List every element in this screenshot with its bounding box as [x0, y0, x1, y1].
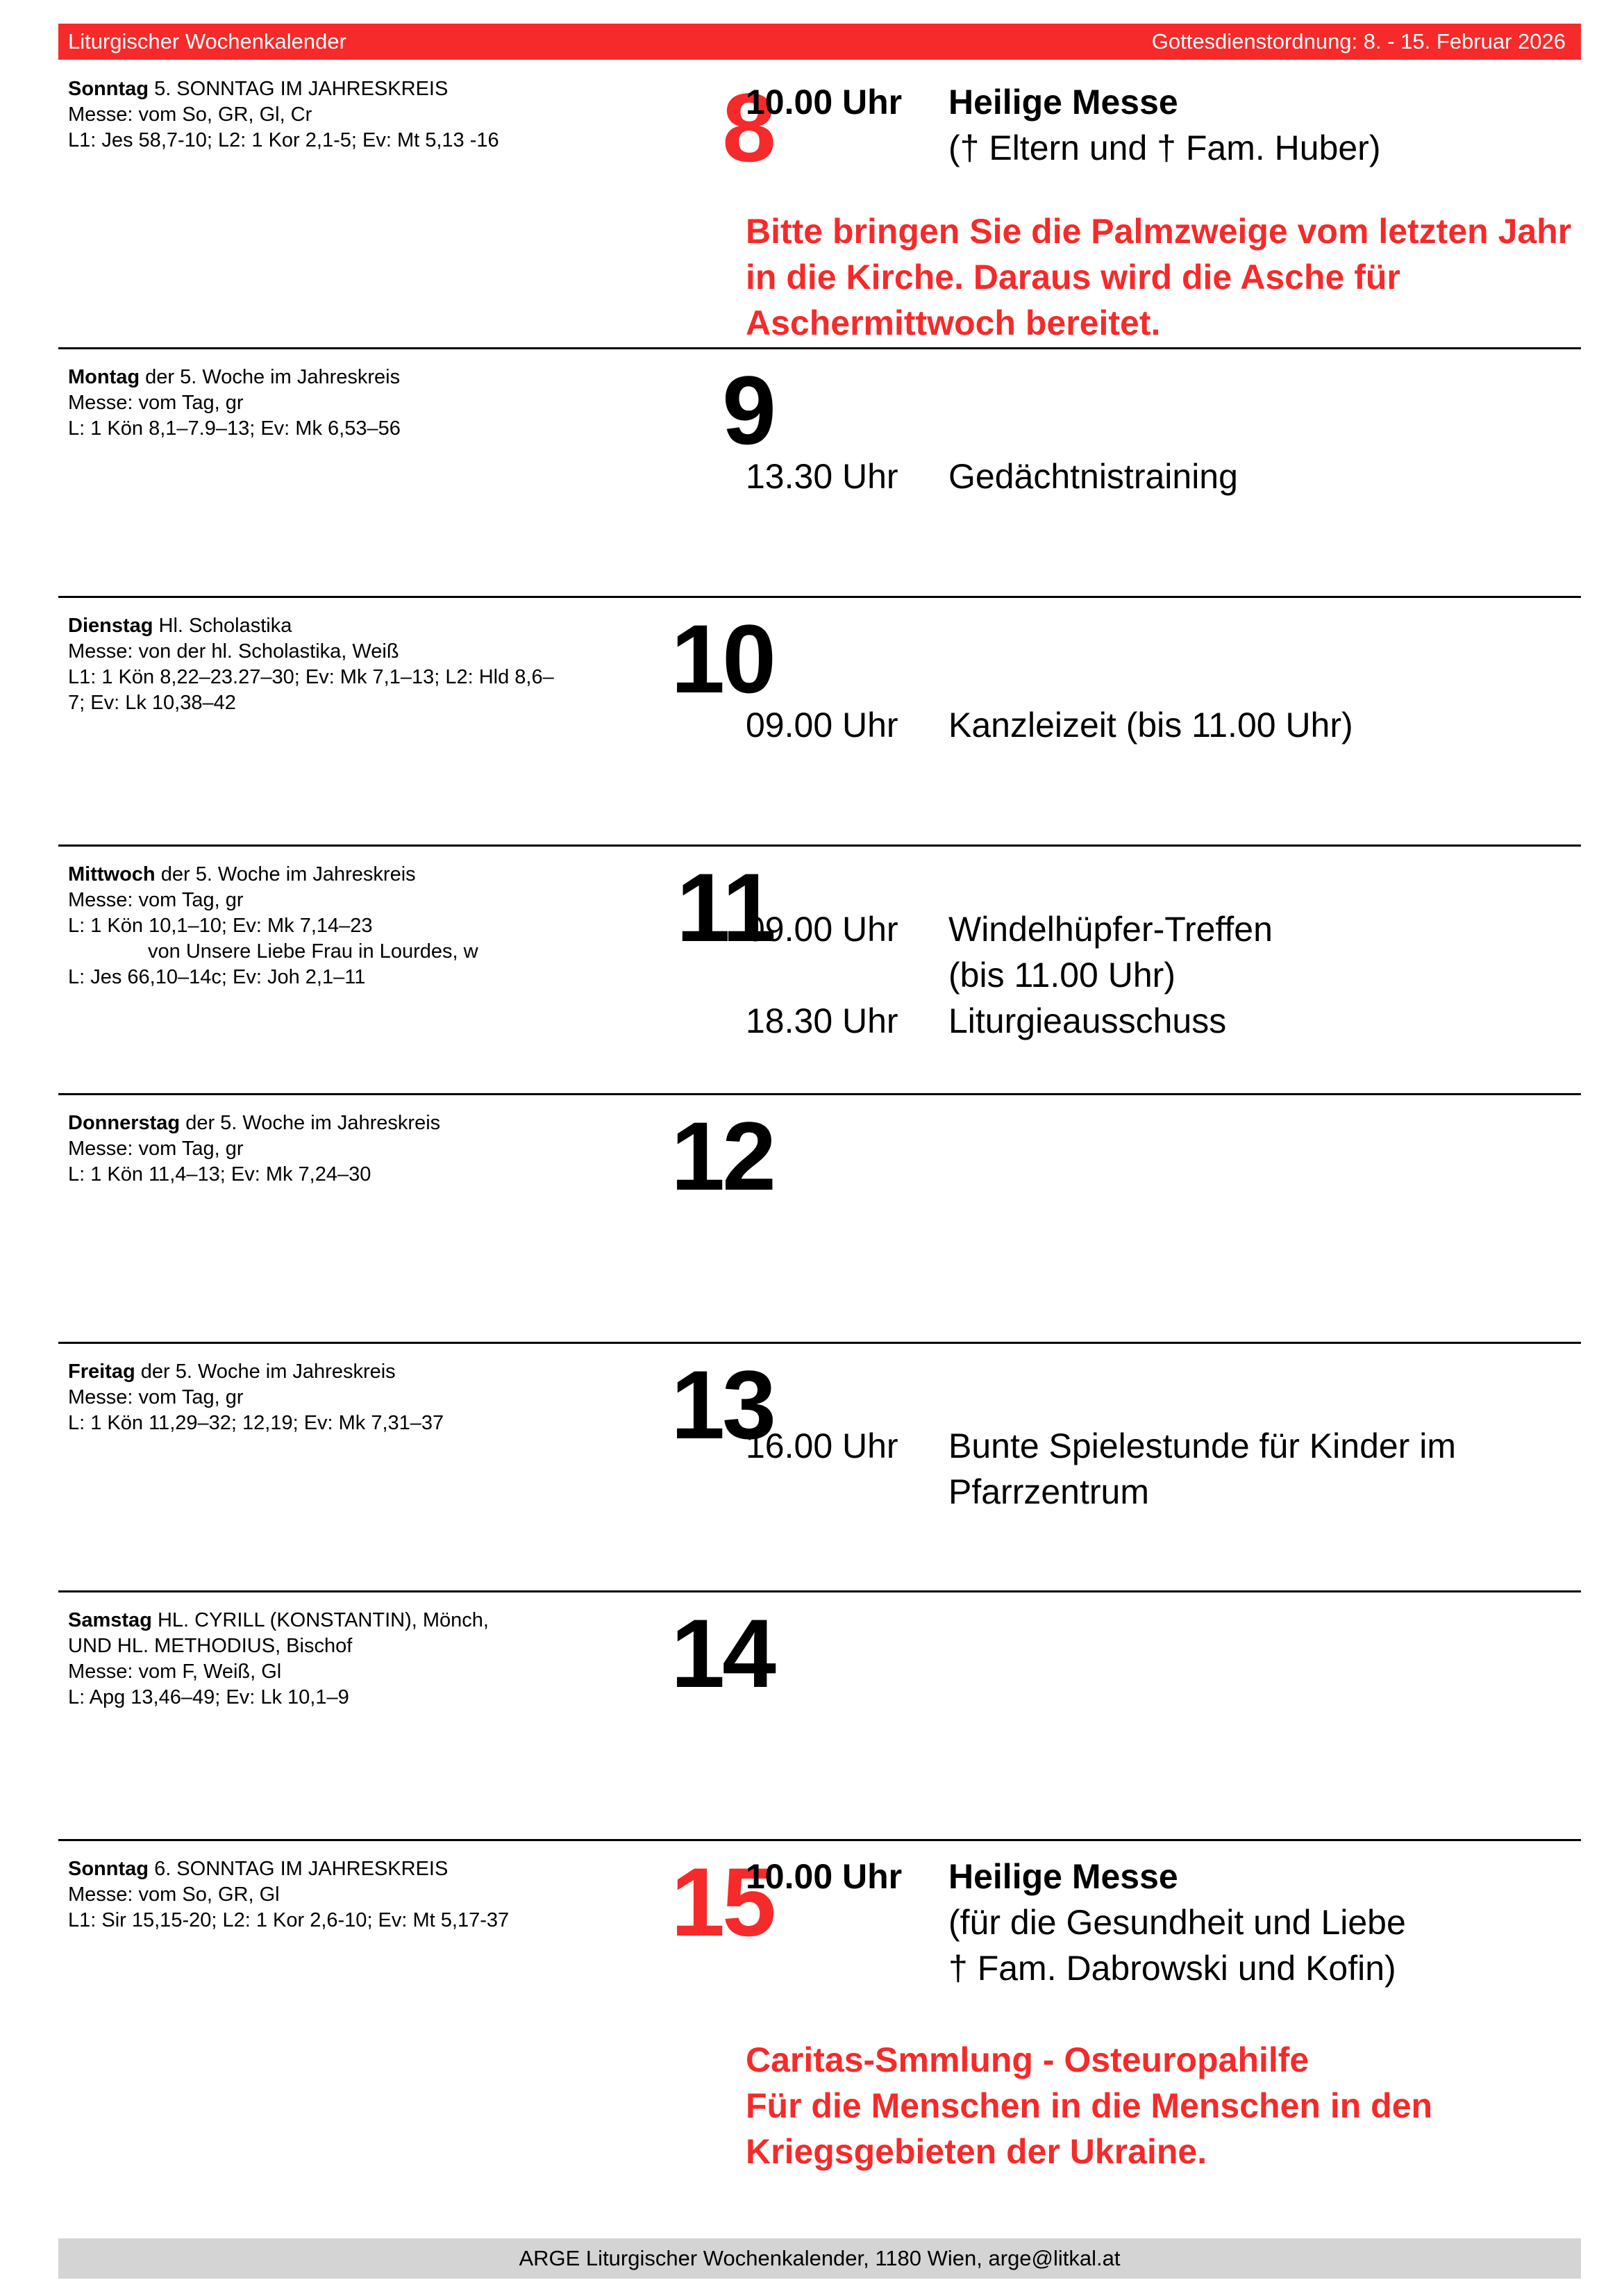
day-row-8 [58, 69, 1581, 342]
mass-line: Messe: vom Tag, gr [68, 1138, 244, 1160]
event-intention-continued: † Fam. Dabrowski und Kofin) [948, 1949, 1396, 1988]
event-title: Gedächtnistraining [948, 457, 1238, 496]
event-title: Bunte Spielestunde für Kinder im Pfarrzentrum [948, 1426, 1456, 1511]
mass-line: Messe: vom Tag, gr [68, 1386, 244, 1408]
weekday: Dienstag [68, 615, 153, 637]
notice-palm-branches: Bitte bringen Sie die Palmzweige vom letzten Jahr in die Kirche. Daraus wird die Asche für Aschermittwoch bereitet. [746, 212, 1572, 342]
weekday: Mittwoch [68, 863, 156, 885]
weekday: Freitag [68, 1361, 135, 1383]
mass-line: Messe: vom Tag, gr [68, 889, 244, 911]
event-intention: (für die Gesundheit und Liebe [948, 1903, 1406, 1942]
footer-text: ARGE Liturgischer Wochenkalender, 1180 Wien, arge@litkal.at [519, 2246, 1121, 2270]
header-date-range: Gottesdienstordnung: 8. - 15. Februar 2026 [1151, 29, 1566, 53]
day-number: 11 [676, 853, 773, 962]
readings-line: L: 1 Kön 11,4–13; Ev: Mk 7,24–30 [68, 1163, 371, 1186]
mass-line: Messe: vom Tag, gr [68, 392, 244, 414]
notice-text: Für die Menschen in die Menschen in den Kriegsgebieten der Ukraine. [746, 2086, 1433, 2171]
weekday: Sonntag [68, 78, 149, 100]
liturgy-info [68, 76, 568, 153]
liturgy-title: der 5. Woche im Jahreskreis [160, 863, 416, 885]
event-time: 09.00 Uhr [746, 910, 898, 949]
readings-line: L1: Sir 15,15-20; L2: 1 Kor 2,6-10; Ev: Mt 5,17-37 [68, 1909, 510, 1931]
event-title: Windelhüpfer-Treffen [948, 910, 1273, 949]
readings-line: L: Apg 13,46–49; Ev: Lk 10,1–9 [68, 1686, 349, 1708]
mass-line: Messe: vom So, GR, Gl [68, 1883, 280, 1906]
notice-caritas-collection [746, 2037, 1579, 2174]
day-row-10 [58, 596, 1581, 845]
weekday: Samstag [68, 1609, 152, 1631]
liturgy-title: 5. SONNTAG IM JAHRESKREIS [154, 78, 449, 100]
page-header [58, 24, 1581, 60]
liturgy-title: HL. CYRILL (KONSTANTIN), Mönch, [157, 1609, 489, 1631]
day-number: 10 [671, 604, 773, 713]
mass-line: Messe: von der hl. Scholastika, Weiß [68, 640, 399, 663]
liturgy-title: der 5. Woche im Jahreskreis [185, 1112, 441, 1134]
liturgy-title-continued: UND HL. METHODIUS, Bischof [68, 1635, 353, 1657]
day-number: 15 [671, 1847, 773, 1956]
liturgy-info [68, 1110, 568, 1188]
day-row-13 [58, 1342, 1581, 1591]
memorial-line: von Unsere Liebe Frau in Lourdes, w [148, 940, 478, 963]
liturgy-title: Hl. Scholastika [158, 615, 292, 637]
day-number: 14 [671, 1599, 773, 1708]
liturgy-info [68, 1856, 568, 1933]
event-note: (bis 11.00 Uhr) [948, 956, 1175, 995]
day-row-14 [58, 1590, 1581, 1840]
event-time: 10.00 Uhr [746, 1857, 903, 1896]
readings-line: L: 1 Kön 10,1–10; Ev: Mk 7,14–23 [68, 915, 373, 937]
readings-line: L: 1 Kön 11,29–32; 12,19; Ev: Mk 7,31–37 [68, 1412, 444, 1434]
liturgy-info [68, 365, 568, 442]
weekday: Montag [68, 366, 140, 388]
liturgy-title: der 5. Woche im Jahreskreis [140, 1361, 396, 1383]
liturgy-title: der 5. Woche im Jahreskreis [145, 366, 401, 388]
event-time: 09.00 Uhr [746, 706, 898, 744]
weekday: Sonntag [68, 1858, 149, 1880]
memorial-readings-line: L: Jes 66,10–14c; Ev: Joh 2,1–11 [68, 966, 366, 988]
mass-line: Messe: vom F, Weiß, Gl [68, 1661, 282, 1683]
readings-line: L: 1 Kön 8,1–7.9–13; Ev: Mk 6,53–56 [68, 417, 401, 440]
event-time: 10.00 Uhr [746, 83, 903, 122]
day-row-15 [58, 1839, 1581, 2171]
day-number: 8 [722, 73, 773, 182]
day-number: 9 [722, 356, 773, 465]
event-title: Kanzleizeit (bis 11.00 Uhr) [948, 706, 1353, 744]
liturgy-info [68, 1608, 568, 1711]
event-time: 16.00 Uhr [746, 1426, 898, 1465]
liturgy-info [68, 862, 568, 990]
day-row-12 [58, 1093, 1581, 1342]
event-title: Liturgieausschuss [948, 1001, 1227, 1040]
page-footer [58, 2238, 1581, 2279]
readings-line: L1: 1 Kön 8,22–23.27–30; Ev: Mk 7,1–13; L2: Hld 8,6–7; Ev: Lk 10,38–42 [68, 666, 554, 714]
liturgy-info [68, 613, 568, 716]
header-title: Liturgischer Wochenkalender [68, 29, 346, 53]
liturgy-info [68, 1359, 568, 1436]
day-number: 12 [671, 1101, 773, 1211]
notice-title: Caritas-Smmlung - Osteuropahilfe [746, 2040, 1309, 2079]
day-number: 13 [671, 1350, 773, 1459]
day-row-9 [58, 347, 1581, 597]
mass-line: Messe: vom So, GR, Gl, Cr [68, 103, 312, 126]
event-title: Heilige Messe [948, 1857, 1178, 1896]
weekday: Donnerstag [68, 1112, 181, 1134]
event-time: 13.30 Uhr [746, 457, 898, 496]
liturgy-title: 6. SONNTAG IM JAHRESKREIS [154, 1858, 449, 1880]
event-intention: († Eltern und † Fam. Huber) [948, 128, 1381, 167]
readings-line: L1: Jes 58,7-10; L2: 1 Kor 2,1-5; Ev: Mt 5,13 -16 [68, 129, 499, 151]
event-title: Heilige Messe [948, 83, 1178, 122]
event-time: 18.30 Uhr [746, 1001, 898, 1040]
day-row-11 [58, 845, 1581, 1094]
